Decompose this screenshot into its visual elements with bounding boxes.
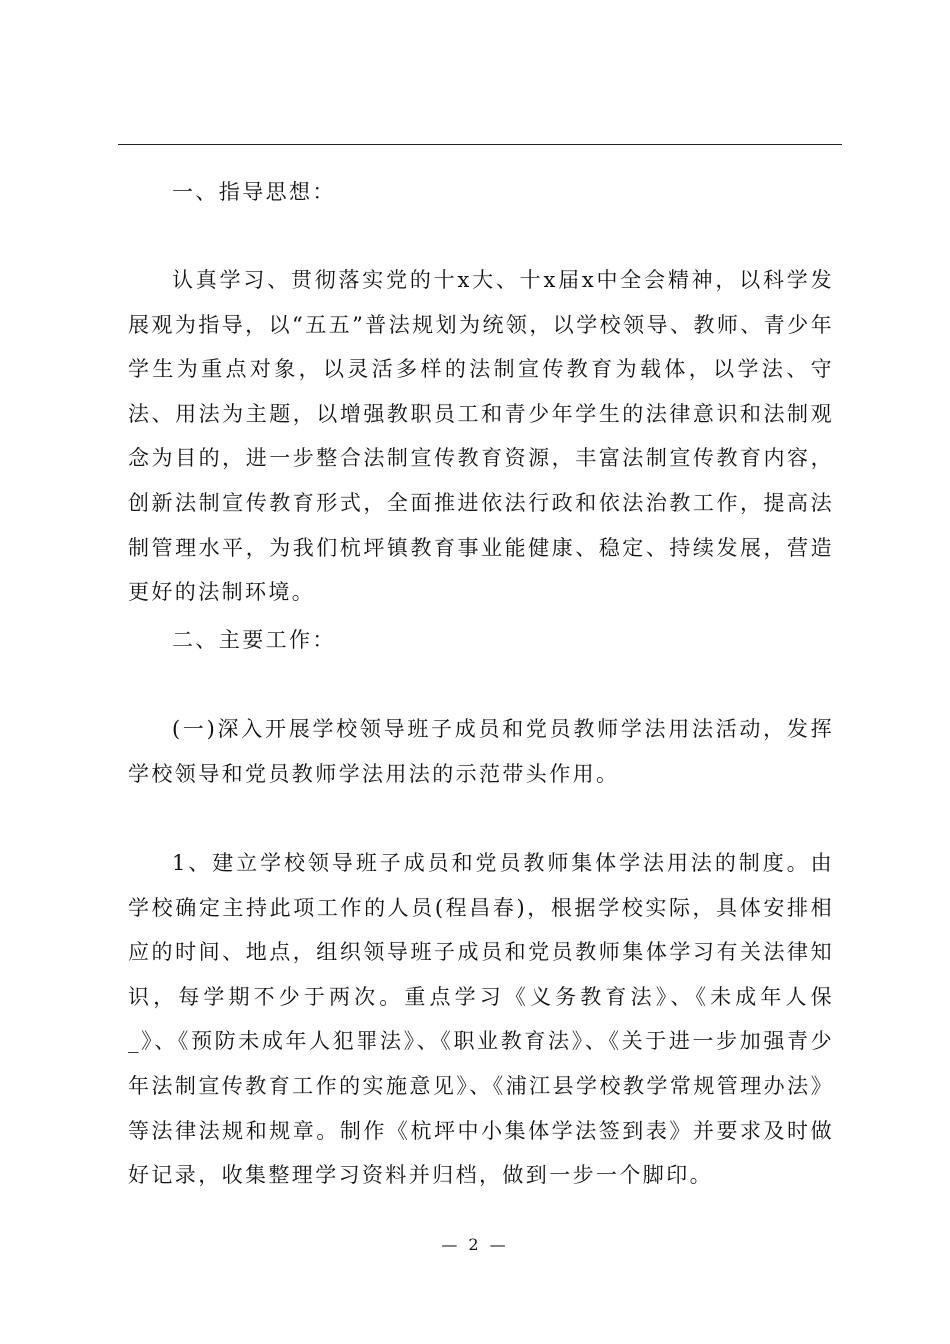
- paragraph-subsection-1: (一)深入开展学校领导班子成员和党员教师学法用法活动，发挥学校领导和党员教师学法用法的示范带头作用。: [128, 717, 834, 786]
- paragraph-guiding-ideology: 认真学习、贯彻落实党的十x大、十x届x中全会精神，以科学发展观为指导，以“五五”普法规划为统领，以学校领导、教师、青少年学生为重点对象，以灵活多样的法制宣传教育为载体，以学法、守法、用法为主题，以增强教职员工和青少年学生的法律意识和法制观念为目的，进一步整合法制宣传教育资源，丰富法制宣传教育内容，创新法制宣传教育形式，全面推进依法行政和依法治教工作，提高法制管理水平，为我们杭坪镇教育事业能健康、稳定、持续发展，营造更好的法制环境。: [128, 268, 834, 605]
- section-heading-main-work: 二、主要工作：: [172, 628, 336, 652]
- section-heading-guiding-ideology: 一、指导思想：: [172, 180, 336, 204]
- paragraph-item-1: 1、建立学校领导班子成员和党员教师集体学法用法的制度。由学校确定主持此项工作的人员(程昌春)，根据学校实际，具体安排相应的时间、地点，组织领导班子成员和党员教师集体学习有关法律知识，每学期不少于两次。重点学习《义务教育法》、《未成年人保_》、《预防未成年人犯罪法》、《职业教育法》、《关于进一步加强青少年法制宣传教育工作的实施意见》、《浦江县学校教学常规管理办法》等法律法规和规章。制作《杭坪中小集体学法签到表》并要求及时做好记录，收集整理学习资料并归档，做到一步一个脚印。: [128, 851, 834, 1188]
- header-rule: [118, 144, 842, 145]
- page-number: — 2 —: [441, 1235, 509, 1254]
